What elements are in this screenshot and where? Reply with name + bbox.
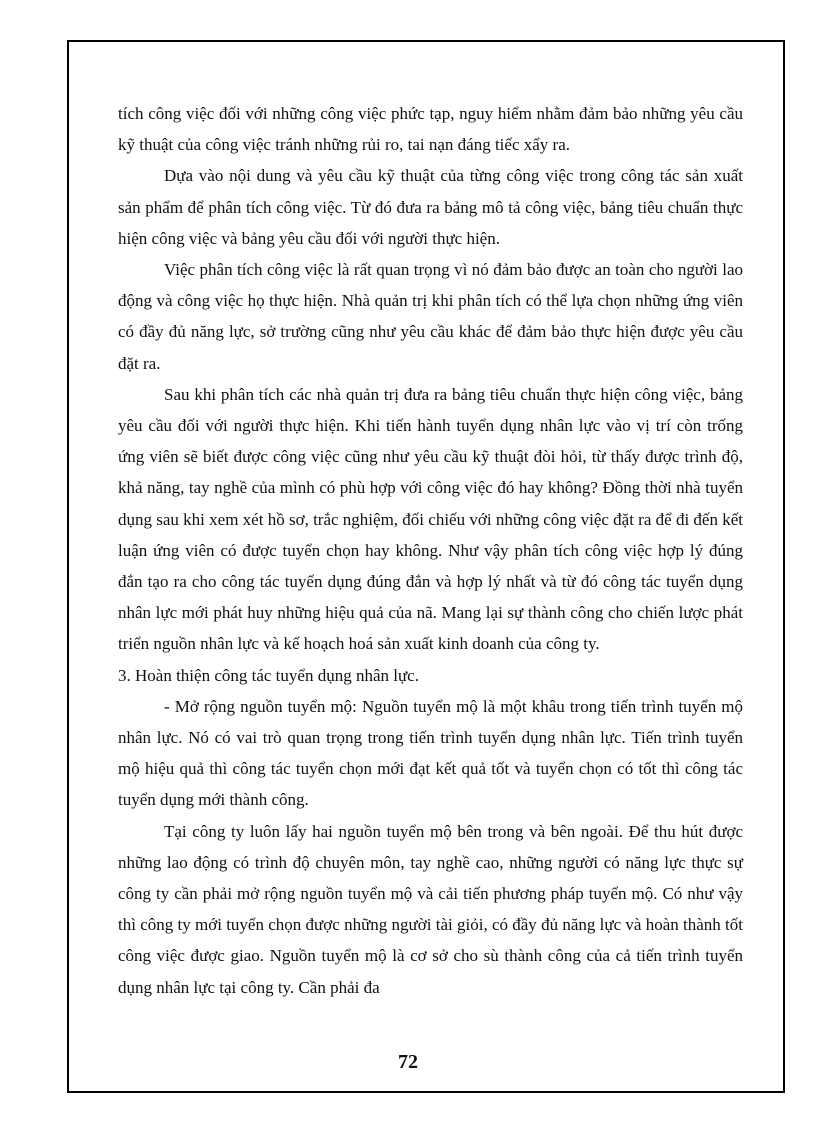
paragraph: Việc phân tích công việc là rất quan trọng vì nó đảm bảo được an toàn cho người lao động và công việc họ thực hiện. Nhà quản trị khi phân tích có thể lựa chọn những ứng viên có đầy đủ năng lực, sở trường cũng như yêu cầu khác để đảm bảo thực hiện được yêu cầu đặt ra. — [118, 260, 743, 373]
paragraph: - Mở rộng nguồn tuyển mộ: Nguồn tuyển mộ là một khâu trong tiến trình tuyển mộ nhân lực. Nó có vai trò quan trọng trong tiến trình tuyển dụng nhân lực. Tiến trình tuyển mộ hiệu quả thì công tác tuyển chọn mới đạt kết quả tốt và tuyển chọn có tốt thì công tác tuyển dụng mới thành công. — [118, 696, 743, 810]
section-heading: 3. Hoàn thiện công tác tuyển dụng nhân lực. — [118, 665, 419, 685]
page-number: 72 — [398, 1051, 418, 1073]
paragraph: Sau khi phân tích các nhà quản trị đưa ra bảng tiêu chuẩn thực hiện công việc, bảng yêu cầu đối với người thực hiện. Khi tiến hành tuyển dụng nhân lực vào vị trí còn trống ứng viên sẽ biết được công việc cũng như yêu cầu kỹ thuật đòi hỏi, từ thấy được trình độ, khả năng, tay nghề của mình có phù hợp với công việc đó hay không? Đồng thời nhà tuyển dụng sau khi xem xét hồ sơ, trắc nghiệm, đối chiếu với những công việc đặt ra để đi đến kết luận ứng viên có được tuyển chọn hay không. Như vậy phân tích công việc hợp lý đúng đắn tạo ra cho công tác tuyển dụng đúng đắn và hợp lý nhất và từ đó công tác tuyển dụng nhân lực mới phát huy những hiệu quả của nã. Mang lại sự thành công cho chiến lược phát triển nguồn nhân lực và kế hoạch hoá sản xuất kinh doanh của công ty. — [118, 384, 743, 654]
paragraph: tích công việc đối với những công việc phức tạp, nguy hiểm nhằm đảm bảo những yêu cầu kỹ thuật của công việc tránh những rủi ro, tai nạn đáng tiếc xẩy ra. — [118, 104, 743, 155]
paragraph: Tại công ty luôn lấy hai nguồn tuyển mộ bên trong và bên ngoài. Để thu hút được những lao động có trình độ chuyên môn, tay nghề cao, những người có năng lực thực sự công ty cần phải mở rộng nguồn tuyển mộ và cải tiến phương pháp tuyển mộ. Có như vậy thì công ty mới tuyển chọn được những người tài giỏi, có đầy đủ năng lực và hoàn thành tốt công việc được giao. Nguồn tuyển mộ là cơ sở cho sù thành công của cả tiến trình tuyển dụng nhân lực tại công ty. Cần phải đa — [118, 821, 743, 997]
paragraph: Dựa vào nội dung và yêu cầu kỹ thuật của từng công việc trong công tác sản xuất sản phẩm để phân tích công việc. Từ đó đưa ra bảng mô tả công việc, bảng tiêu chuẩn thực hiện công việc và bảng yêu cầu đối với người thực hiện. — [118, 166, 743, 248]
page-content — [118, 98, 743, 1003]
